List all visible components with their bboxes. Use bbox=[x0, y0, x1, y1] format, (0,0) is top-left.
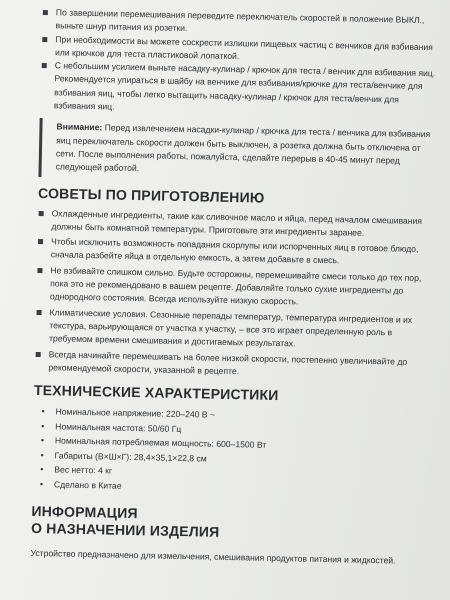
info-heading bbox=[31, 503, 430, 545]
info-heading-line2: О НАЗНАЧЕНИИ ИЗДЕЛИЯ bbox=[30, 520, 220, 540]
page-content bbox=[30, 6, 440, 569]
list-item: При необходимости вы можете соскрести излишки пищевых частиц с венчиков для взбивания или крючков для теста пластиковой лопаткой. bbox=[41, 33, 439, 68]
spec-item: • Номинальная потребляемая мощность: 600–1500 Вт bbox=[33, 433, 431, 456]
spec-item: • Габариты (В×Ш×Г): 28,4×35,1×22,8 см bbox=[32, 448, 430, 471]
top-instructions-list bbox=[40, 6, 440, 121]
spec-item: • Номинальная частота: 50/60 Гц bbox=[33, 419, 431, 442]
list-item: По завершении перемешивания переведите переключатель скоростей в положение ВЫКЛ., выньте шнур питания из розетки. bbox=[41, 6, 439, 41]
specs-heading: ТЕХНИЧЕСКИЕ ХАРАКТЕРИСТИКИ bbox=[33, 382, 279, 404]
list-item: Всегда начинайте перемешивать на более низкой скорости, постепенно увеличивайте до рекомендуемой скорости, указанной в рецепте. bbox=[34, 347, 432, 382]
spec-item: • Вес нетто: 4 кг bbox=[32, 462, 430, 485]
tips-list bbox=[34, 207, 435, 383]
info-heading-line1: ИНФОРМАЦИЯ bbox=[31, 503, 138, 522]
tips-heading: СОВЕТЫ ПО ПРИГОТОВЛЕНИЮ bbox=[37, 184, 265, 206]
list-item: С небольшим усилием выньте насадку-кулинар / крючок для теста / венчик для взбивания яиц. Рекомендуется упираться в шайбу на венчике для взбивания/крючке для теста/венчике для взбивания яиц, чтобы легко вытащить насадку-кулинар / крючок для теста/венчик для взбивания яиц. bbox=[40, 59, 439, 121]
list-item: Чтобы исключить возможность попадания скорлупы или испорченных яиц в готовое блюдо, сначала разбейте яйца в отдельную емкость, а затем добавьте в смесь. bbox=[37, 235, 435, 270]
list-item: Климатические условия. Сезонные перепады температур, температура ингредиентов и их текстура, варьирующаяся от участка к участку, – все это играет определенную роль в требуемом времени смешивания и достигаемых результатах. bbox=[35, 306, 434, 354]
spec-item: • Номинальное напряжение: 220–240 В ~ bbox=[33, 404, 431, 427]
warning-note bbox=[38, 118, 437, 185]
spec-item: • Сделано в Китае bbox=[32, 477, 430, 500]
purpose-text: Устройство предназначено для измельчения, смешивания продуктов питания и жидкостей. bbox=[30, 548, 396, 566]
warning-label: Внимание: bbox=[56, 121, 103, 133]
specs-list bbox=[32, 404, 432, 499]
list-item: Не взбивайте слишком сильно. Будьте осторожны, перемешивайте смеси только до тех пор, пока это не рекомендовано в вашем рецепте. Добавляйте только сухие ингредиенты до однородного состояния. Всегда используйте низкую скорость. bbox=[36, 264, 435, 312]
warning-text: Перед извлечением насадки-кулинар / крючка для теста / венчика для взбивания яиц переключатель скорости должен быть выключен, а розетка должна быть отключена от сети. После выполнения работы, пожалуйста, сделайте перерыв в 40-45 минут перед следующей работой. bbox=[55, 122, 431, 174]
list-item: Охлажденные ингредиенты, такие как сливочное масло и яйца, перед началом смешивания должны быть комнатной температуры. Приготовьте эти ингредиенты заранее. bbox=[37, 207, 435, 242]
